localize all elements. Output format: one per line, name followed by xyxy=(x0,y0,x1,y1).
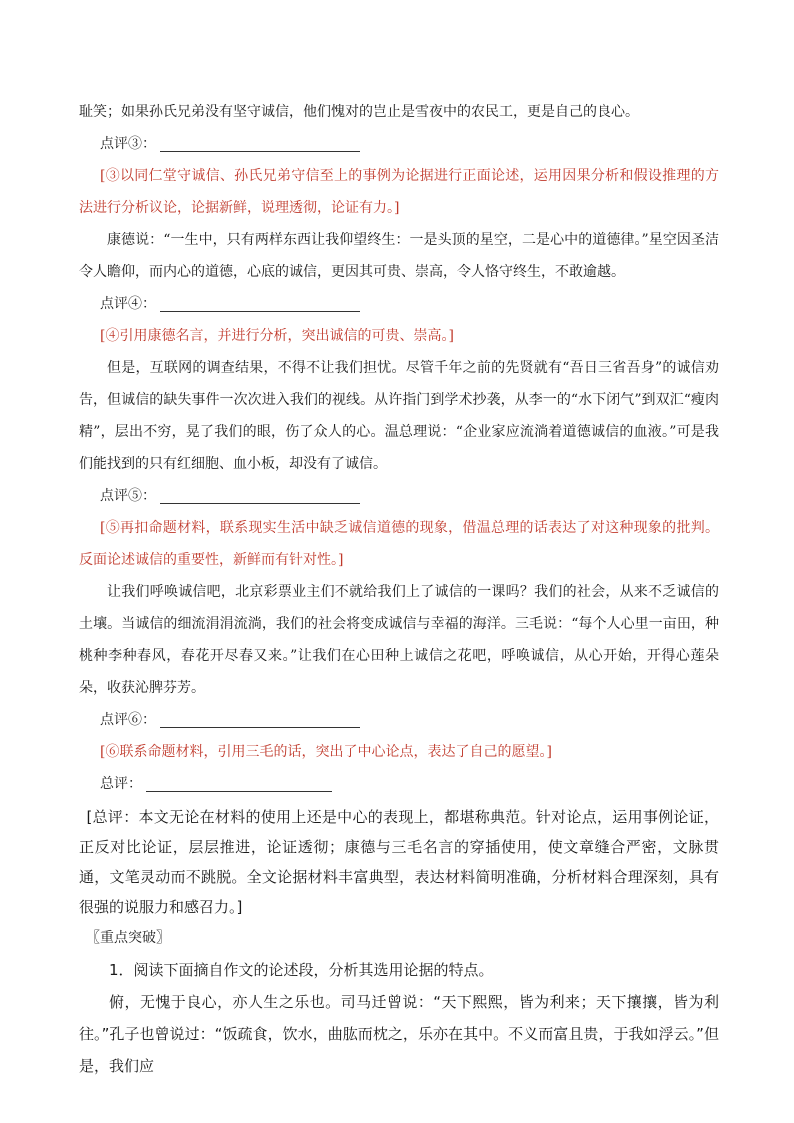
question-1-text: 俯，无愧于良心，亦人生之乐也。司马迁曾说：“天下熙熙，皆为利来；天下攘攘，皆为利往。”孔子也曾说过：“饭疏食，饮水，曲肱而枕之，乐亦在其中。不义而富且贵，于我如浮云。”但是，我们应 xyxy=(79,993,719,1075)
review6-line xyxy=(79,704,719,736)
section-heading: 〖重点突破〗 xyxy=(86,930,170,946)
review5-label: 点评⑤： xyxy=(100,488,156,504)
paragraph-kant: 康德说：“一生中，只有两样东西让我仰望终生：一是头顶的星空，二是心中的道德律。”星空因圣洁令人瞻仰，而内心的道德，心底的诚信，更因其可贵、崇高，令人恪守终生，不敢逾越。 xyxy=(79,232,719,280)
review3-label: 点评③： xyxy=(100,136,156,152)
review6-label: 点评⑥： xyxy=(100,712,156,728)
review3-line xyxy=(79,128,719,160)
review4-line xyxy=(79,288,719,320)
paragraph-call: 让我们呼唤诚信吧，北京彩票业主们不就给我们上了诚信的一课吗？我们的社会，从来不乏诚信的土壤。当诚信的细流涓涓流淌，我们的社会将变成诚信与幸福的海洋。三毛说：“每个人心里一亩田，种桃种李种春风，春花开尽春又来。”让我们在心田种上诚信之花吧，呼唤诚信，从心开始，开得心莲朵朵，收获沁脾芬芳。 xyxy=(79,584,719,696)
review3-blank[interactable] xyxy=(160,136,360,152)
review3-answer: [③以同仁堂守诚信、孙氏兄弟守信至上的事例为论据进行正面论述，运用因果分析和假设推理的方法进行分析议论，论据新鲜，说理透彻，论证有力。] xyxy=(79,168,719,216)
document-content xyxy=(79,96,719,1082)
review4-label: 点评④： xyxy=(100,296,156,312)
review6-blank[interactable] xyxy=(160,712,360,728)
review5-blank[interactable] xyxy=(160,488,360,504)
review4-answer: [④引用康德名言，并进行分析，突出诚信的可贵、崇高。] xyxy=(100,328,454,344)
overall-label: 总评： xyxy=(100,776,142,792)
review6-answer: [⑥联系命题材料，引用三毛的话，突出了中心论点，表达了自己的愿望。] xyxy=(100,744,552,760)
review5-answer: [⑤再扣命题材料，联系现实生活中缺乏诚信道德的现象，借温总理的话表达了对这种现象的批判。反面论述诚信的重要性，新鲜而有针对性。] xyxy=(79,520,719,568)
review4-blank[interactable] xyxy=(160,296,360,312)
overall-answer: [总评：本文无论在材料的使用上还是中心的表现上，都堪称典范。针对论点，运用事例论证，正反对比论证，层层推进，论证透彻；康德与三毛名言的穿插使用，使文章缝合严密，文脉贯通，文笔灵动而不跳脱。全文论据材料丰富典型，表达材料简明准确，分析材料合理深刻，具有很强的说服力和感召力。] xyxy=(79,808,719,916)
paragraph-top: 耻笑；如果孙氏兄弟没有坚守诚信，他们愧对的岂止是雪夜中的农民工，更是自己的良心。 xyxy=(79,104,639,120)
overall-line xyxy=(79,768,719,800)
paragraph-internet: 但是，互联网的调查结果，不得不让我们担忧。尽管千年之前的先贤就有“吾日三省吾身”的诚信劝告，但诚信的缺失事件一次次进入我们的视线。从许指门到学术抄袭，从李一的“水下闭气”到双汇“瘦肉精”，层出不穷，晃了我们的眼，伤了众人的心。温总理说：“企业家应流淌着道德诚信的血液。”可是我们能找到的只有红细胞、血小板，却没有了诚信。 xyxy=(79,360,719,472)
question-1: 1．阅读下面摘自作文的论述段，分析其选用论据的特点。 xyxy=(109,961,494,979)
overall-blank[interactable] xyxy=(146,776,332,792)
review5-line xyxy=(79,480,719,512)
